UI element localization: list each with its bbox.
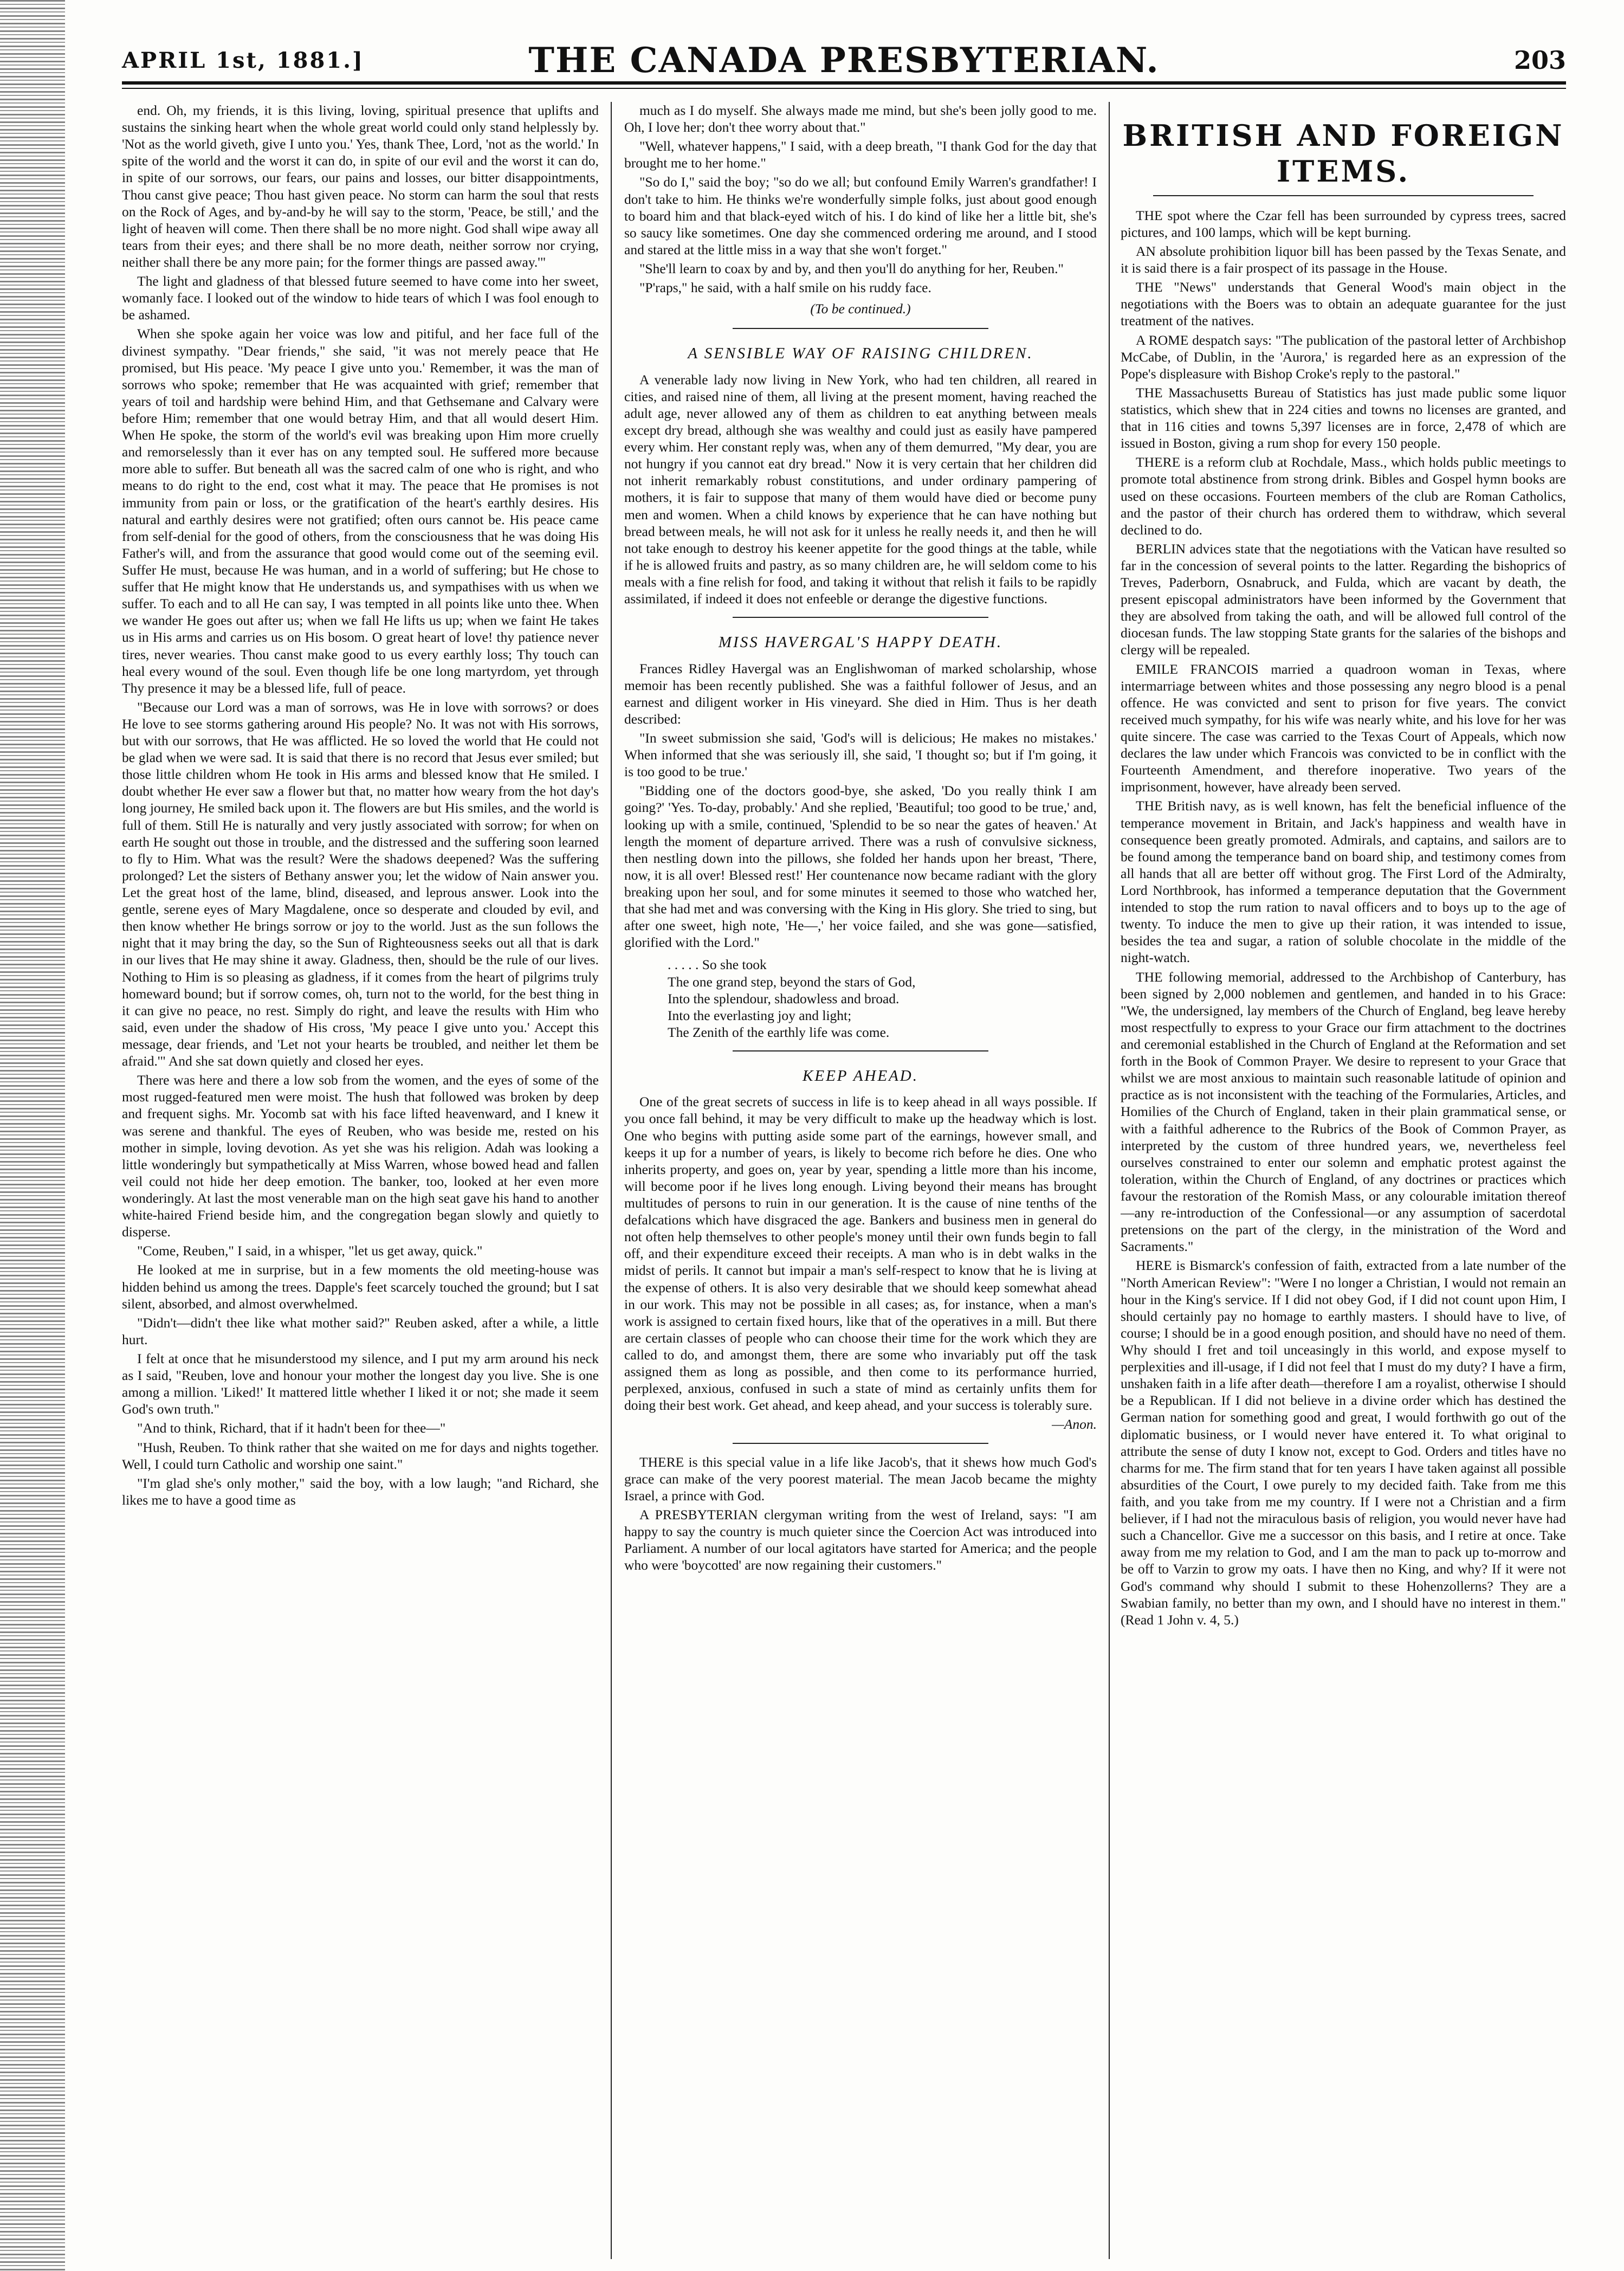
article-separator	[733, 1443, 988, 1444]
poem	[668, 956, 1097, 1041]
column-1	[122, 102, 599, 2259]
news-item: EMILE FRANCOIS married a quadroon woman in Texas, where intermarriage between whites and those possessing any negro blood is a penal offence. He was convicted and sent to prison for five years. The convict received much sympathy, for his wife was nearly white, and his love for her was quite sincere. The case was carried to the Texas Court of Appeals, which now declares the law under which Francois was convicted to be in conflict with the Fourteenth Amendment, and therefore inoperative. Two years of the imprisonment, however, have already been served.	[1121, 661, 1566, 795]
news-item: THE following memorial, addressed to the Archbishop of Canterbury, has been signed by 2,000 noblemen and gentlemen, and handed in to his Grace: "We, the undersigned, lay members of the Church of England, beg leave hereby most respectfully to express to your Grace our firm attachment to the doctrines and ceremonial established in the Church of England at the Reformation and set forth in the Book of Common Prayer. We desire to represent to your Grace that whilst we are most anxious to maintain such reasonable latitude of opinion and practice as is not inconsistent with the teaching of the Formularies, Articles, and Homilies of the Church of England, taken in their plain grammatical sense, or with a faithful adherence to the Rubrics of the Book of Common Prayer, as interpreted by the custom of three hundred years, we, nevertheless feel ourselves constrained to enter our solemn and emphatic protest against the toleration, within the Church of England, of any doctrines or practices which favour the restoration of the Romish Mass, or any colourable imitation thereof—any re-introduction of the Confessional—or any assumption of sacerdotal pretensions on the part of the clergy, in the ministration of the Word and Sacraments."	[1121, 969, 1566, 1255]
story-paragraph: "And to think, Richard, that if it hadn't been for thee—"	[137, 1420, 446, 1436]
article-separator	[733, 328, 988, 329]
article-signature: —Anon.	[1052, 1416, 1097, 1433]
article-heading-raising-children: A SENSIBLE WAY OF RAISING CHILDREN.	[688, 345, 1033, 363]
story-paragraph: "Well, whatever happens," I said, with a deep breath, "I thank God for the day that brought me to her home."	[624, 138, 1097, 171]
story-paragraph: "Because our Lord was a man of sorrows, was He in love with sorrows? or does He love to see storms gathering around His people? No. It was not with His sorrows, but with our sorrows, that He was afflicted. He so loved the world that He could not be glad when we were sad. It is said that there is no record that Jesus ever smiled; but those little children whom He took in His arms and blessed know that He smiled. I doubt whether He ever saw a flower but that, no matter how weary from the hot day's long journey, He smiled back upon it. The flowers are but His smiles, and the world is full of them. Still He is naturally and very justly associated with sorrow; for when on earth He sought out those in trouble, and the distressed and the suffering soon learned to fly to Him. What was the result? Were the shadows deepened? Was the suffering prolonged? Let the sisters of Bethany answer you; let the widow of Nain answer you. Let the great host of the lame, blind, diseased, and leprous answer. Look into the gentle, serene eyes of Mary Magdalene, once so desperate and clouded by evil, and then know whether He brings sorrow or joy to the world. Just as the sun follows the night that it may bring the day, so the Sun of Righteousness seeks out all that is dark in our lives that He may shine it away. Gladness, then, should be the rule of our lives. Nothing to Him is so pleasing as gladness, if it comes from the heart of pilgrims truly homeward bound; but if sorrow comes, oh, turn not to the world, for the best thing in it can give no peace, no rest. Simply do right, and leave the results with Him who said, even under the shadow of His cross, 'My peace I give unto you.' Accept this message, dear friends, and 'Let not your hearts be troubled, and neither let them be afraid.'" And she sat down quietly and closed her eyes.	[122, 699, 599, 1069]
masthead-rule-thick	[122, 81, 1566, 85]
section-rule	[1153, 195, 1534, 196]
news-item: THERE is a reform club at Rochdale, Mass., which holds public meetings to promote total abstinence from strong drink. Bibles and Gospel hymn books are used on these occasions. Fourteen members of the club are Roman Catholics, and the pastor of their church has ordered them to withdraw, which several declined to do.	[1121, 454, 1566, 538]
masthead-rule-thin	[122, 88, 1566, 89]
article-heading-havergal: MISS HAVERGAL'S HAPPY DEATH.	[718, 634, 1003, 651]
newspaper-title: THE CANADA PRESBYTERIAN.	[528, 40, 1160, 81]
to-be-continued: (To be continued.)	[810, 301, 911, 317]
article-heading-keep-ahead: KEEP AHEAD.	[803, 1067, 918, 1085]
poem-line: . . . . . So she took	[668, 957, 767, 973]
story-paragraph: "Hush, Reuben. To think rather that she waited on me for days and nights together. Well, I could turn Catholic and worship one saint."	[122, 1439, 599, 1472]
news-item: AN absolute prohibition liquor bill has been passed by the Texas Senate, and it is said there is a fair prospect of its passage in the House.	[1121, 243, 1566, 276]
news-item: A ROME despatch says: "The publication of the pastoral letter of Archbishop McCabe, of Dublin, in the 'Aurora,' is regarded here as an expression of the Pope's displeasure with Bishop Croke's reply to the pastoral."	[1121, 332, 1566, 382]
poem-line: Into the everlasting joy and light;	[668, 1007, 852, 1023]
article-paragraph: "In sweet submission she said, 'God's will is delicious; He makes no mistakes.' When informed that she was seriously ill, she said, 'I thought so; but if I'm going, it is too good to be true.'	[624, 730, 1097, 780]
news-item: THE "News" understands that General Wood's main object in the negotiations with the Boers was to obtain an adequate guarantee for the just treatment of the natives.	[1121, 279, 1566, 329]
story-paragraph: "She'll learn to coax by and by, and then you'll do anything for her, Reuben."	[639, 260, 1064, 276]
story-paragraph: "Didn't—didn't thee like what mother said?" Reuben asked, after a while, a little hurt.	[122, 1314, 599, 1347]
news-paragraph: THERE is this special value in a life like Jacob's, that it shews how much God's grace can make of the very poorest material. The mean Jacob became the mighty Israel, a prince with God.	[624, 1454, 1097, 1504]
article-paragraph: Frances Ridley Havergal was an Englishwoman of marked scholarship, whose memoir has been recently published. She was a faithful follower of Jesus, and an earnest and diligent worker in His vineyard. She died in Him. Thus is her death described:	[624, 660, 1097, 727]
story-paragraph: end. Oh, my friends, it is this living, loving, spiritual presence that uplifts and sustains the sinking heart when the whole great world could only stand helplessly by. 'Not as the world giveth, give I unto you.' Yes, thank Thee, Lord, 'not as the world.' In spite of the world and the worst it can do, in spite of our evil and the worst it can do, in spite of our sorrows, our fears, our pains and losses, our bitter disappointments, Thou canst give peace; Thou hast given peace. No storm can harm the soul that rests on the Rock of Ages, and by-and-by he will say to the storm, 'Peace, be still,' and the light of heaven will come. Then there shall be no more night. God shall wipe away all tears from their eyes; and there shall be no more death, neither sorrow nor crying, neither shall there be any more pain; for the former things are passed away.'"	[122, 102, 599, 270]
story-paragraph: much as I do myself. She always made me mind, but she's been jolly good to me. Oh, I love her; don't thee worry about that."	[624, 102, 1097, 136]
news-paragraph: A PRESBYTERIAN clergyman writing from the west of Ireland, says: "I am happy to say the country is much quieter since the Coercion Act was introduced into Parliament. A number of our local agitators have started for America; and the people who were 'boycotted' are now regaining their customers."	[624, 1506, 1097, 1573]
article-paragraph: A venerable lady now living in New York, who had ten children, all reared in cities, and raised nine of them, all living at the present moment, having reached the adult age, never allowed any of them as children to eat anything between meals except dry bread, although she was wealthy and could just as easily have pampered every whim. Her constant reply was, when any of them demurred, "My dear, you are not hungry if you cannot eat dry bread." Now it is very certain that her children did not inherit remarkably robust constitutions, and under ordinary pampering of mothers, it is fair to suppose that many of them would have died or become puny men and women. When a child knows by experience that he can have nothing but bread between meals, he will not ask for it unless he really needs it, and then he will not take enough to destroy his keener appetite for the good things at the table, while if he is allowed fruits and pastry, as so many children are, he will seldom come to his meals with a fine relish for food, and taking it without that relish it fails to be rapidly assimilated, if indeed it does not enfeeble or derange the digestive functions.	[624, 371, 1097, 607]
news-item: THE Massachusetts Bureau of Statistics has just made public some liquor statistics, which shew that in 224 cities and towns no licenses are granted, and that in 116 cities and towns 5,397 licenses are in force, 2,478 of which are issued in Boston, giving a rum shop for every 150 people.	[1121, 384, 1566, 451]
story-paragraph: There was here and there a low sob from the women, and the eyes of some of the most rugged-featured men were moist. The hush that followed was broken by deep and frequent sighs. Mr. Yocomb sat with his face lifted heavenward, and I knew it was serene and thankful. The eyes of Reuben, who was beside me, rested on his mother in simple, loving devotion. As yet she was his religion. Adah was looking a little wonderingly but sympathetically at Miss Warren, whose bowed head and fallen veil could not hide her deep emotion. The banker, too, looked at her even more wonderingly. At last the most venerable man on the high seat gave his hand to another white-haired Friend beside him, and the congregation began slowly and quietly to disperse.	[122, 1072, 599, 1240]
story-paragraph: I felt at once that he misunderstood my silence, and I put my arm around his neck as I said, "Reuben, love and honour your mother the longest day you live. She is one among a million. 'Liked!' It mattered little whether I liked it or not; she made it seem God's own truth."	[122, 1350, 599, 1417]
column-2	[624, 102, 1097, 2259]
news-item: BERLIN advices state that the negotiations with the Vatican have resulted so far in the concession of several points to the latter. Regarding the bishoprics of Treves, Paderborn, Osnabruck, and Fulda, which are vacant by death, the present episcopal administrators have been informed by the Government that they are absolved from taking the oath, and will be allowed full control of the diocesan funds. The law stopping State grants for the salaries of the bishops and clergy will be repealed.	[1121, 540, 1566, 658]
story-paragraph: When she spoke again her voice was low and pitiful, and her face full of the divinest sympathy. "Dear friends," she said, "it was not merely peace that He promised, but His peace. 'My peace I give unto you.' Remember, it was the man of sorrows who spoke; remember that He was acquainted with grief; remember that years of toil and hardship were behind Him, and that Gethsemane and Calvary were before Him; remember that one would betray Him, and that all would desert Him. When He spoke, the storm of the world's evil was breaking upon Him more cruelly and remorselessly than it ever has on any tempted soul. He suffered more because more able to suffer. But beneath all was the sacred calm of one who is right, and who means to do right to the end, cost what it may. The peace that He promises is not immunity from pain or loss, or the gratification of the heart's earthly desires. His natural and earthly desires were not gratified; often ours cannot be. His peace came from self-denial for the good of others, from the consciousness that he was doing His Father's will, and from the assurance that good would come out of the seeming evil. Suffer He must, because He was human, and in a world of suffering; but He chose to suffer that He might know that He understands us, and sympathises with us when we suffer. To each and to all He can say, I was tempted in all points like unto thee. When we wander He goes out after us; when we fall He lifts us up; when we faint He takes us in His arms and carries us on His bosom. O great heart of love! thy patience never tires, never wearies. Thou canst make good to us every earthly loss; Thy touch can heal every wound of the soul. Even though life be one long martyrdom, yet through Thy presence it may be a blessed life, full of peace.	[122, 326, 599, 696]
article-separator	[733, 1050, 988, 1051]
article-separator	[733, 617, 988, 618]
story-paragraph: The light and gladness of that blessed future seemed to have come into her sweet, womanly face. I looked out of the window to hide tears of which I was fool enough to be ashamed.	[122, 273, 599, 323]
column-divider	[1109, 102, 1110, 2259]
poem-line: The Zenith of the earthly life was come.	[668, 1024, 890, 1040]
story-paragraph: "Come, Reuben," I said, in a whisper, "let us get away, quick."	[137, 1243, 483, 1259]
article-paragraph: "Bidding one of the doctors good-bye, she asked, 'Do you really think I am going?' 'Yes. To-day, probably.' And she replied, 'Beautiful; too good to be true,' and, looking up with a smile, continued, 'Splendid to be so near the gates of heaven.' At length the moment of departure arrived. There was a rush of convulsive sickness, then nestling down into the pillows, she folded her hands upon her breast, 'There, now, it is all over! Blessed rest!' Her countenance now became radiant with the glory breaking upon her soul, and for some minutes it seemed to those who watched her, that she had met and was conversing with the King in His glory. She tried to sing, but after one sweet, high note, 'He—,' her voice failed, and she was gone—satisfied, glorified with the Lord."	[624, 783, 1097, 951]
issue-date: APRIL 1st, 1881.]	[122, 48, 364, 73]
column-3	[1121, 102, 1566, 2259]
story-paragraph: "So do I," said the boy; "so do we all; but confound Emily Warren's grandfather! I don't take to him. He thinks we're wonderfully simple folks, just about good enough to board him and that black-eyed witch of his. I do kind of like her a little bit, she's so saucy like sometimes. One day she commenced ordering me around, and I stood and stared at the little miss in a way that she won't forget."	[624, 174, 1097, 257]
story-paragraph: He looked at me in surprise, but in a few moments the old meeting-house was hidden behind us among the trees. Dapple's feet scarcely touched the ground; but I sat silent, absorbed, and almost overwhelmed.	[122, 1262, 599, 1312]
news-item: HERE is Bismarck's confession of faith, extracted from a late number of the "North American Review": "Were I no longer a Christian, I would not remain an hour in the King's service. If I did not obey God, if I did not count upon Him, I should certainly pay no homage to earthly masters. I should have to live, of course; I should be in a good enough position, and should have no need of them. Why should I fret and toil unceasingly in this world, and expose myself to perplexities and ill-usage, if I did not feel that I must do my duty? I have a firm, unshaken faith in a life after death—therefore I am a royalist, otherwise I should be a Republican. If I did not believe in a divine order which has destined the German nation for something good and great, I would forthwith go out of the diplomatic business, or I would never have entered it. To what original to attribute the sense of duty I know not, except to God. Orders and titles have no charms for me. The firm stand that for ten years I have taken against all possible absurdities of the Court, I owe purely to my decided faith. Take from me this faith, and you take from me my country. If I were not a Christian and a firm believer, if I had not the miraculous basis of religion, you would never have had such a Chancellor. Give me a successor on this basis, and I retire at once. Take away from me my relation to God, and I am the man to pack up to-morrow and be off to Varzin to grow my oats. I have then no King, and why? If it were not God's command why should I submit to these Hohenzollerns? They are a Swabian family, no better than my own, and I should have no interest in them." (Read 1 John v. 4, 5.)	[1121, 1257, 1566, 1628]
page-number: 203	[1513, 46, 1566, 75]
news-item: THE British navy, as is well known, has felt the beneficial influence of the temperance movement in Britain, and Jack's happiness and wealth have in consequence been greatly promoted. Admirals, and captains, and sailors are to be found among the temperance band on board ship, and testimony comes from all hands that all are better off without grog. The First Lord of the Admiralty, Lord Northbrook, has informed a temperance deputation that the Government intended to stop the rum ration to naval officers and to boys up to the age of twenty. To induce the men to give up their ration, it was intended to issue, besides the tea and sugar, a ration of soluble chocolate in the middle of the night-watch.	[1121, 798, 1566, 966]
column-divider	[611, 102, 612, 2259]
news-item: THE spot where the Czar fell has been surrounded by cypress trees, sacred pictures, and 100 lamps, which will be kept burning.	[1121, 207, 1566, 240]
story-paragraph: "P'raps," he said, with a half smile on his ruddy face.	[639, 280, 931, 296]
binding-gutter	[0, 0, 65, 2271]
poem-line: Into the splendour, shadowless and broad.	[668, 990, 900, 1007]
story-paragraph: "I'm glad she's only mother," said the boy, with a low laugh; "and Richard, she likes me to have a good time as	[122, 1475, 599, 1508]
masthead	[122, 34, 1566, 109]
section-heading-british-foreign: BRITISH AND FOREIGN ITEMS.	[1122, 118, 1564, 189]
article-paragraph: One of the great secrets of success in life is to keep ahead in all ways possible. If you once fall behind, it may be very difficult to make up the headway which is lost. One who begins with putting aside some part of the earnings, however small, and keeps it up for a number of years, is likely to become rich before he dies. One who inherits property, and goes on, year by year, spending a little more than his income, will become poor if he lives long enough. Living beyond their means has brought multitudes of persons to ruin in our generation. It is the cause of nine tenths of the defalcations which have disgraced the age. Bankers and business men in general do not often help themselves to other people's money until their own funds begin to fall off, and their expenditure exceed their receipts. A man who is in debt walks in the midst of perils. It cannot but impair a man's self-respect to know that he is living at the expense of others. It is also very desirable that we should keep somewhat ahead in our work. This may not be possible in all cases; as, for instance, when a man's work is assigned to certain fixed hours, like that of the operatives in a mill. But there are certain classes of people who can choose their time for the work which they are called to do, and amongst them, there are some who invariably put off the task assigned them as long as possible, and then come to its performance hurried, perplexed, anxious, confused in such a state of mind as certainly unfits them for doing their best work. Get ahead, and keep ahead, and your success is tolerably sure.	[624, 1094, 1097, 1414]
poem-line: The one grand step, beyond the stars of God,	[668, 973, 916, 990]
